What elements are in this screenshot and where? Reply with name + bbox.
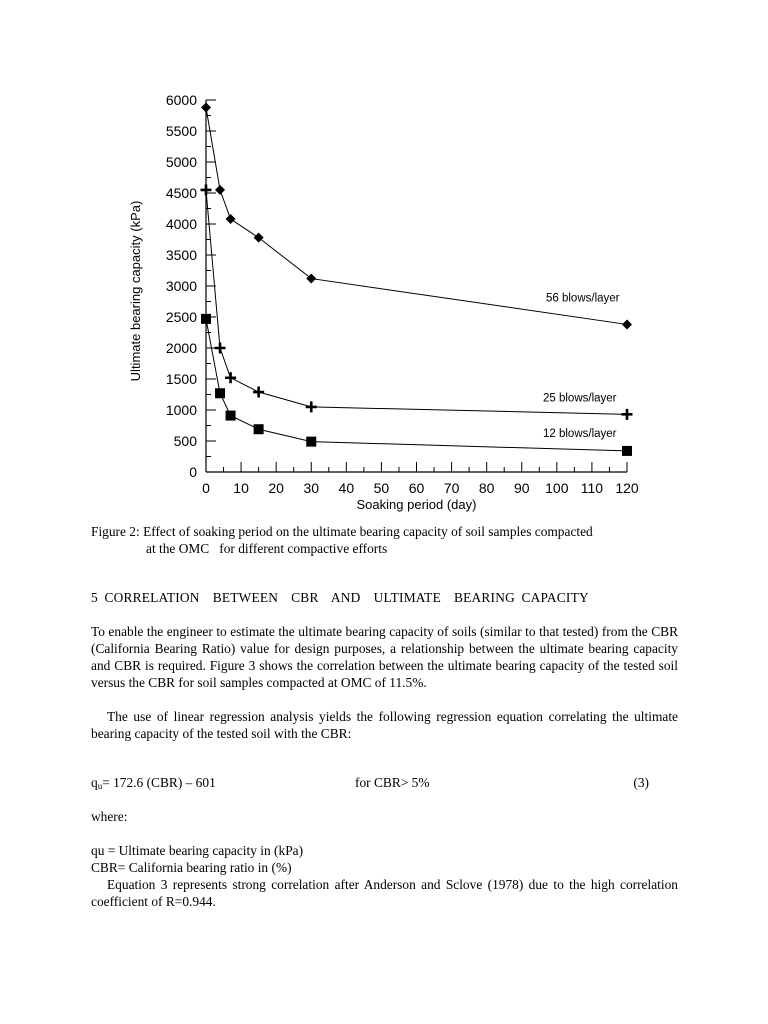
diamond-marker [215,185,225,195]
plus-marker [306,401,317,412]
paragraph-1: To enable the engineer to estimate the ultimate bearing capacity of soils (similar to that tested) from the CBR (California Bearing Ratio) value for design purposes, a relationship between the ultimate bearing capacity and CBR is required. Figure 3 shows the correlation between the ultimate bearing capacity of the tested soil versus the CBR for soil samples compacted at OMC of 11.5%. [91,624,678,690]
plus-marker [622,409,633,420]
series-label: 56 blows/layer [546,292,620,305]
plus-marker [201,184,212,195]
y-tick-label: 6000 [165,92,197,108]
x-tick-label: 40 [338,480,355,496]
y-tick-label: 5000 [165,154,197,170]
x-tick-label: 50 [373,480,390,496]
x-tick-label: 120 [615,480,639,496]
equation-3 [91,774,678,795]
x-tick-label: 60 [408,480,425,496]
y-tick-label: 5500 [165,123,197,139]
figure-caption [91,523,691,557]
x-tick-label: 30 [303,480,320,496]
paragraph-3: Equation 3 represents strong correlation after Anderson and Sclove (1978) due to the high correlation coefficient of R=0.944. [91,877,678,909]
where-label: where: [91,809,128,824]
x-tick-label: 110 [580,480,604,496]
caption-line-1: Figure 2: Effect of soaking period on the ultimate bearing capacity of soil samples compacted [91,524,593,539]
y-tick-label: 1000 [165,402,197,418]
equation-lhs: $q_u= 172.6$ (CBR) – 601 [91,775,216,791]
paragraph-2: The use of linear regression analysis yields the following regression equation correlating the ultimate bearing capacity of the tested soil with the CBR: [91,709,678,741]
definitions [91,842,303,876]
y-tick-label: 3500 [165,247,197,263]
y-tick-label: 500 [173,433,197,449]
diamond-marker [622,319,632,329]
chart-axes [206,100,627,472]
section-heading: 5 CORRELATION BETWEEN CBR AND ULTIMATE BEARING CAPACITY [91,590,589,605]
y-tick-label: 4500 [165,185,197,201]
square-marker [622,446,632,456]
square-marker [306,437,316,447]
y-tick-label: 3000 [165,278,197,294]
y-tick-label: 1500 [165,371,197,387]
diamond-marker [226,214,236,224]
x-axis-label: Soaking period (day) [356,497,477,512]
y-tick-label: 2500 [165,309,197,325]
definition-cbr: CBR= California bearing ratio in (%) [91,860,292,875]
plus-marker [253,387,264,398]
diamond-marker [254,233,264,243]
x-tick-label: 80 [478,480,495,496]
y-tick-label: 0 [189,464,197,480]
square-marker [215,388,225,398]
definition-qu: qu = Ultimate bearing capacity in (kPa) [91,843,304,858]
diamond-marker [201,102,211,112]
caption-line-2: at the OMC for different compactive efforts [146,541,388,556]
diamond-marker [306,274,316,284]
x-tick-label: 0 [202,480,210,496]
square-marker [226,411,236,421]
equation-condition: for CBR> 5% [355,775,430,790]
y-tick-label: 2000 [165,340,197,356]
square-marker [201,314,211,324]
plus-marker [225,372,236,383]
equation-number: (3) [633,775,649,790]
series-label: 25 blows/layer [543,392,617,405]
x-tick-label: 10 [233,480,249,496]
x-tick-label: 20 [268,480,284,496]
x-tick-label: 90 [513,480,530,496]
y-tick-label: 4000 [165,216,197,232]
y-axis-label: Ultimate bearing capacity (kPa) [128,200,143,382]
x-tick-label: 100 [545,480,569,496]
x-tick-label: 70 [443,480,460,496]
square-marker [254,424,264,434]
plus-marker [215,343,226,354]
series-label: 12 blows/layer [543,427,617,440]
